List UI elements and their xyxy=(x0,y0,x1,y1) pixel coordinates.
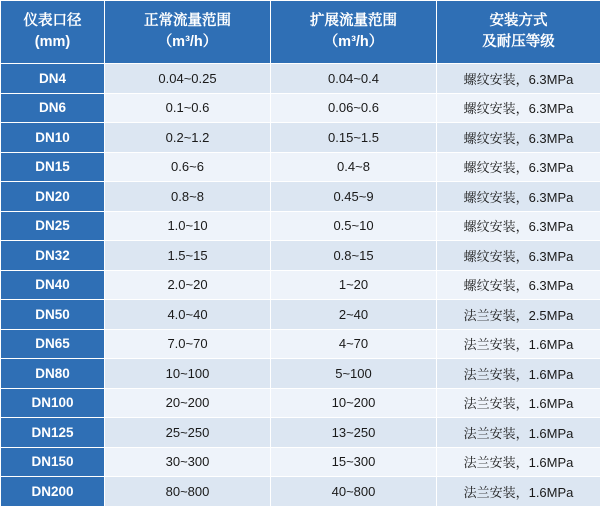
table-row xyxy=(1,270,600,300)
table-row xyxy=(1,388,600,418)
cell-normal-range: 1.0~10 xyxy=(105,211,271,241)
cell-installation: 法兰安装，1.6MPa xyxy=(437,329,600,359)
table-row xyxy=(1,447,600,477)
cell-normal-range: 20~200 xyxy=(105,388,271,418)
table-row xyxy=(1,93,600,123)
cell-extended-range: 0.4~8 xyxy=(271,152,437,182)
cell-normal-range: 2.0~20 xyxy=(105,270,271,300)
cell-installation: 螺纹安装，6.3MPa xyxy=(437,270,600,300)
cell-diameter: DN125 xyxy=(1,418,105,448)
cell-extended-range: 10~200 xyxy=(271,388,437,418)
cell-extended-range: 5~100 xyxy=(271,359,437,389)
cell-installation: 螺纹安装，6.3MPa xyxy=(437,123,600,153)
cell-extended-range: 0.04~0.4 xyxy=(271,64,437,94)
cell-diameter: DN25 xyxy=(1,211,105,241)
table-header xyxy=(1,1,600,64)
column-header-installation-line2: 及耐压等级 xyxy=(437,32,600,53)
cell-diameter: DN20 xyxy=(1,182,105,212)
cell-normal-range: 0.04~0.25 xyxy=(105,64,271,94)
column-header-extended-range-line1: 扩展流量范围 xyxy=(271,11,436,32)
cell-extended-range: 0.45~9 xyxy=(271,182,437,212)
table-row xyxy=(1,64,600,94)
column-header-diameter-line1: 仪表口径 xyxy=(1,11,104,32)
cell-normal-range: 0.2~1.2 xyxy=(105,123,271,153)
cell-normal-range: 25~250 xyxy=(105,418,271,448)
cell-installation: 螺纹安装，6.3MPa xyxy=(437,211,600,241)
cell-diameter: DN65 xyxy=(1,329,105,359)
table-row xyxy=(1,211,600,241)
cell-normal-range: 0.1~0.6 xyxy=(105,93,271,123)
cell-normal-range: 80~800 xyxy=(105,477,271,507)
cell-installation: 螺纹安装，6.3MPa xyxy=(437,64,600,94)
table-row xyxy=(1,359,600,389)
column-header-normal-range xyxy=(105,1,271,64)
cell-installation: 螺纹安装，6.3MPa xyxy=(437,241,600,271)
cell-extended-range: 0.5~10 xyxy=(271,211,437,241)
column-header-diameter xyxy=(1,1,105,64)
column-header-installation xyxy=(437,1,600,64)
cell-installation: 法兰安装，1.6MPa xyxy=(437,477,600,507)
column-header-extended-range-line2: （m³/h） xyxy=(271,32,436,53)
header-row xyxy=(1,1,600,64)
cell-diameter: DN6 xyxy=(1,93,105,123)
cell-diameter: DN4 xyxy=(1,64,105,94)
cell-diameter: DN150 xyxy=(1,447,105,477)
cell-installation: 螺纹安装，6.3MPa xyxy=(437,152,600,182)
table-body xyxy=(1,64,600,507)
table-row xyxy=(1,123,600,153)
column-header-extended-range xyxy=(271,1,437,64)
cell-extended-range: 0.06~0.6 xyxy=(271,93,437,123)
table-row xyxy=(1,182,600,212)
cell-extended-range: 2~40 xyxy=(271,300,437,330)
cell-diameter: DN50 xyxy=(1,300,105,330)
cell-normal-range: 0.8~8 xyxy=(105,182,271,212)
table-row xyxy=(1,241,600,271)
cell-normal-range: 10~100 xyxy=(105,359,271,389)
cell-extended-range: 1~20 xyxy=(271,270,437,300)
cell-diameter: DN10 xyxy=(1,123,105,153)
cell-diameter: DN80 xyxy=(1,359,105,389)
column-header-installation-line1: 安装方式 xyxy=(437,11,600,32)
cell-extended-range: 13~250 xyxy=(271,418,437,448)
cell-normal-range: 0.6~6 xyxy=(105,152,271,182)
table-row xyxy=(1,477,600,507)
cell-diameter: DN32 xyxy=(1,241,105,271)
cell-extended-range: 40~800 xyxy=(271,477,437,507)
cell-normal-range: 4.0~40 xyxy=(105,300,271,330)
column-header-normal-range-line1: 正常流量范围 xyxy=(105,11,270,32)
cell-extended-range: 0.15~1.5 xyxy=(271,123,437,153)
cell-diameter: DN100 xyxy=(1,388,105,418)
cell-extended-range: 0.8~15 xyxy=(271,241,437,271)
cell-extended-range: 4~70 xyxy=(271,329,437,359)
cell-installation: 螺纹安装，6.3MPa xyxy=(437,93,600,123)
cell-installation: 法兰安装，1.6MPa xyxy=(437,447,600,477)
cell-diameter: DN200 xyxy=(1,477,105,507)
cell-normal-range: 7.0~70 xyxy=(105,329,271,359)
cell-diameter: DN40 xyxy=(1,270,105,300)
table-row xyxy=(1,300,600,330)
column-header-diameter-line2: (mm) xyxy=(1,32,104,53)
cell-installation: 法兰安装，1.6MPa xyxy=(437,418,600,448)
table-row xyxy=(1,329,600,359)
cell-extended-range: 15~300 xyxy=(271,447,437,477)
column-header-normal-range-line2: （m³/h） xyxy=(105,32,270,53)
cell-installation: 法兰安装，1.6MPa xyxy=(437,388,600,418)
cell-installation: 螺纹安装，6.3MPa xyxy=(437,182,600,212)
cell-diameter: DN15 xyxy=(1,152,105,182)
table-row xyxy=(1,152,600,182)
cell-installation: 法兰安装，1.6MPa xyxy=(437,359,600,389)
cell-normal-range: 1.5~15 xyxy=(105,241,271,271)
cell-normal-range: 30~300 xyxy=(105,447,271,477)
table-row xyxy=(1,418,600,448)
cell-installation: 法兰安装，2.5MPa xyxy=(437,300,600,330)
